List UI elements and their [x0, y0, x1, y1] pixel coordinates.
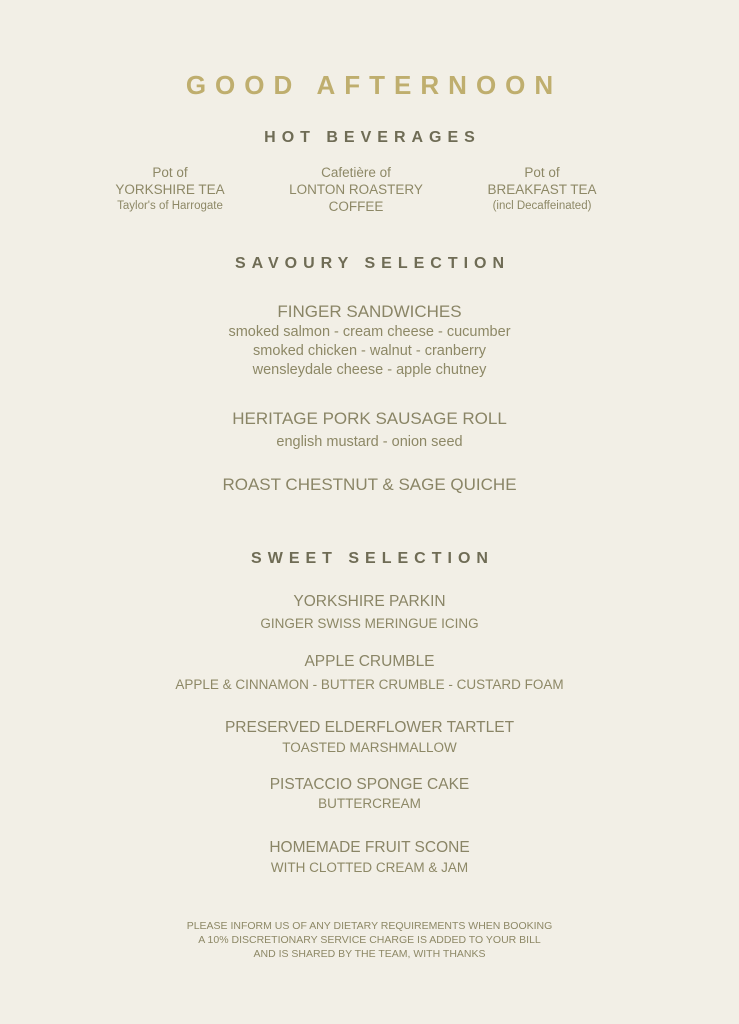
- savoury-item-desc: english mustard - onion seed: [276, 434, 463, 450]
- sweet-item-name: YORKSHIRE PARKIN: [293, 593, 446, 610]
- beverage-name: LONTON ROASTERY: [289, 182, 423, 197]
- sweet-item-name: HOMEMADE FRUIT SCONE: [269, 839, 470, 856]
- sweet-item-desc: APPLE & CINNAMON - BUTTER CRUMBLE - CUSTARD FOAM: [175, 677, 564, 692]
- sweet-item-desc: BUTTERCREAM: [318, 796, 421, 811]
- beverage-item-yorkshire-tea: [75, 164, 265, 215]
- beverage-prefix: Pot of: [152, 165, 188, 180]
- beverage-note: Taylor's of Harrogate: [117, 200, 223, 212]
- beverage-item-breakfast-tea: [447, 164, 637, 215]
- savoury-item-name: FINGER SANDWICHES: [277, 302, 462, 321]
- beverage-name: BREAKFAST TEA: [487, 182, 597, 197]
- beverage-name-cont: COFFEE: [328, 199, 384, 214]
- sweet-item-name: PRESERVED ELDERFLOWER TARTLET: [224, 719, 515, 736]
- beverage-name: YORKSHIRE TEA: [115, 182, 225, 197]
- sweet-item-desc: WITH CLOTTED CREAM & JAM: [270, 860, 469, 875]
- sweet-item-name: PISTACCIO SPONGE CAKE: [269, 776, 470, 793]
- savoury-item-desc: smoked chicken - walnut - cranberry: [253, 343, 486, 359]
- hot-beverages-heading: HOT BEVERAGES: [264, 129, 481, 146]
- beverage-prefix: Cafetière of: [321, 165, 391, 180]
- footer-note: PLEASE INFORM US OF ANY DIETARY REQUIREMENTS WHEN BOOKING: [186, 920, 553, 932]
- savoury-heading: SAVOURY SELECTION: [234, 255, 511, 272]
- beverage-list: [0, 164, 739, 220]
- footer-note: AND IS SHARED BY THE TEAM, WITH THANKS: [253, 948, 486, 960]
- menu-title: GOOD AFTERNOON: [185, 70, 563, 100]
- savoury-item-name: HERITAGE PORK SAUSAGE ROLL: [232, 409, 507, 428]
- footer-note: A 10% DISCRETIONARY SERVICE CHARGE IS ADDED TO YOUR BILL: [198, 934, 541, 946]
- sweet-heading: SWEET SELECTION: [251, 550, 494, 567]
- beverage-note: (incl Decaffeinated): [492, 200, 592, 212]
- savoury-item-name: ROAST CHESTNUT & SAGE QUICHE: [222, 475, 517, 494]
- sweet-item-desc: GINGER SWISS MERINGUE ICING: [260, 616, 479, 631]
- savoury-item-desc: wensleydale cheese - apple chutney: [252, 362, 487, 378]
- savoury-item-desc: smoked salmon - cream cheese - cucumber: [228, 324, 511, 340]
- sweet-item-name: APPLE CRUMBLE: [304, 653, 435, 670]
- beverage-item-coffee: [261, 164, 451, 215]
- beverage-prefix: Pot of: [524, 165, 560, 180]
- sweet-item-desc: TOASTED MARSHMALLOW: [282, 740, 457, 755]
